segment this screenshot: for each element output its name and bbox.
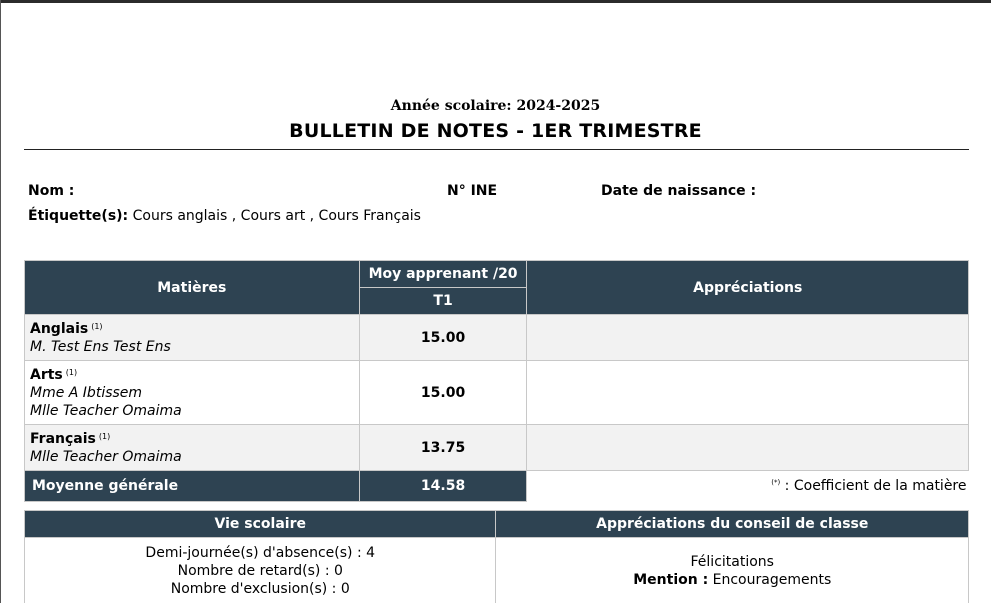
report-title: BULLETIN DE NOTES - 1ER TRIMESTRE [289,120,702,142]
table-row [25,315,969,361]
teacher-name: Mlle Teacher Omaima [30,402,182,419]
council-header: Appréciations du conseil de classe [496,511,969,538]
window-top-border [0,0,991,3]
score-cell: 15.00 [359,361,527,425]
coef-note-marker: (*) [771,478,781,487]
student-name-label: Nom : [28,183,75,199]
appreciation-cell [527,315,969,361]
coef-note-text: : Coefficient de la matière [780,478,967,495]
appreciation-cell [527,425,969,471]
coef-marker: (1) [91,321,103,331]
table-row [25,361,969,425]
general-average-row [25,471,969,502]
grades-table [24,260,969,502]
council-cell [496,538,969,603]
subject-name: Anglais [30,320,89,337]
student-dob-label: Date de naissance : [601,183,757,199]
period-header: T1 [359,288,527,315]
average-header: Moy apprenant /20 [359,261,527,288]
appreciations-header: Appréciations [527,261,969,315]
student-tags [28,208,421,224]
mention-line [496,571,968,589]
delays-count: Nombre de retard(s) : 0 [177,563,343,579]
subject-name: Français [30,430,96,447]
teacher-name: M. Test Ens Test Ens [30,338,171,355]
subject-cell [25,361,360,425]
appreciation-cell [527,361,969,425]
score-cell: 13.75 [359,425,527,471]
mention-label: Mention : [633,572,709,588]
subject-cell [25,315,360,361]
coefficient-note [527,471,969,502]
student-ine-label: N° INE [447,183,498,199]
general-average-label: Moyenne générale [25,471,360,502]
coef-marker: (1) [65,367,78,377]
teacher-name: Mlle Teacher Omaima [30,448,182,465]
general-average-value: 14.58 [359,471,527,502]
subjects-header: Matières [25,261,360,315]
score-cell: 15.00 [359,315,527,361]
school-life-cell [25,538,496,603]
subject-cell [25,425,360,471]
coef-marker: (1) [98,431,111,441]
exclusions-count: Nombre d'exclusion(s) : 0 [170,581,350,597]
title-divider [24,149,969,150]
felicitations-text: Félicitations [690,554,774,570]
table-row [25,425,969,471]
absences-count: Demi-journée(s) d'absence(s) : 4 [145,545,376,561]
subject-name: Arts [30,366,63,383]
school-life-header: Vie scolaire [25,511,496,538]
window-left-border [0,0,1,603]
summary-table [24,510,969,603]
tags-value: Cours anglais , Cours art , Cours Français [128,208,421,224]
tags-label: Étiquette(s): [28,208,129,224]
mention-value: Encouragements [708,572,832,588]
teacher-name: Mme A Ibtissem [30,384,143,401]
school-year: Année scolaire: 2024-2025 [390,98,601,114]
